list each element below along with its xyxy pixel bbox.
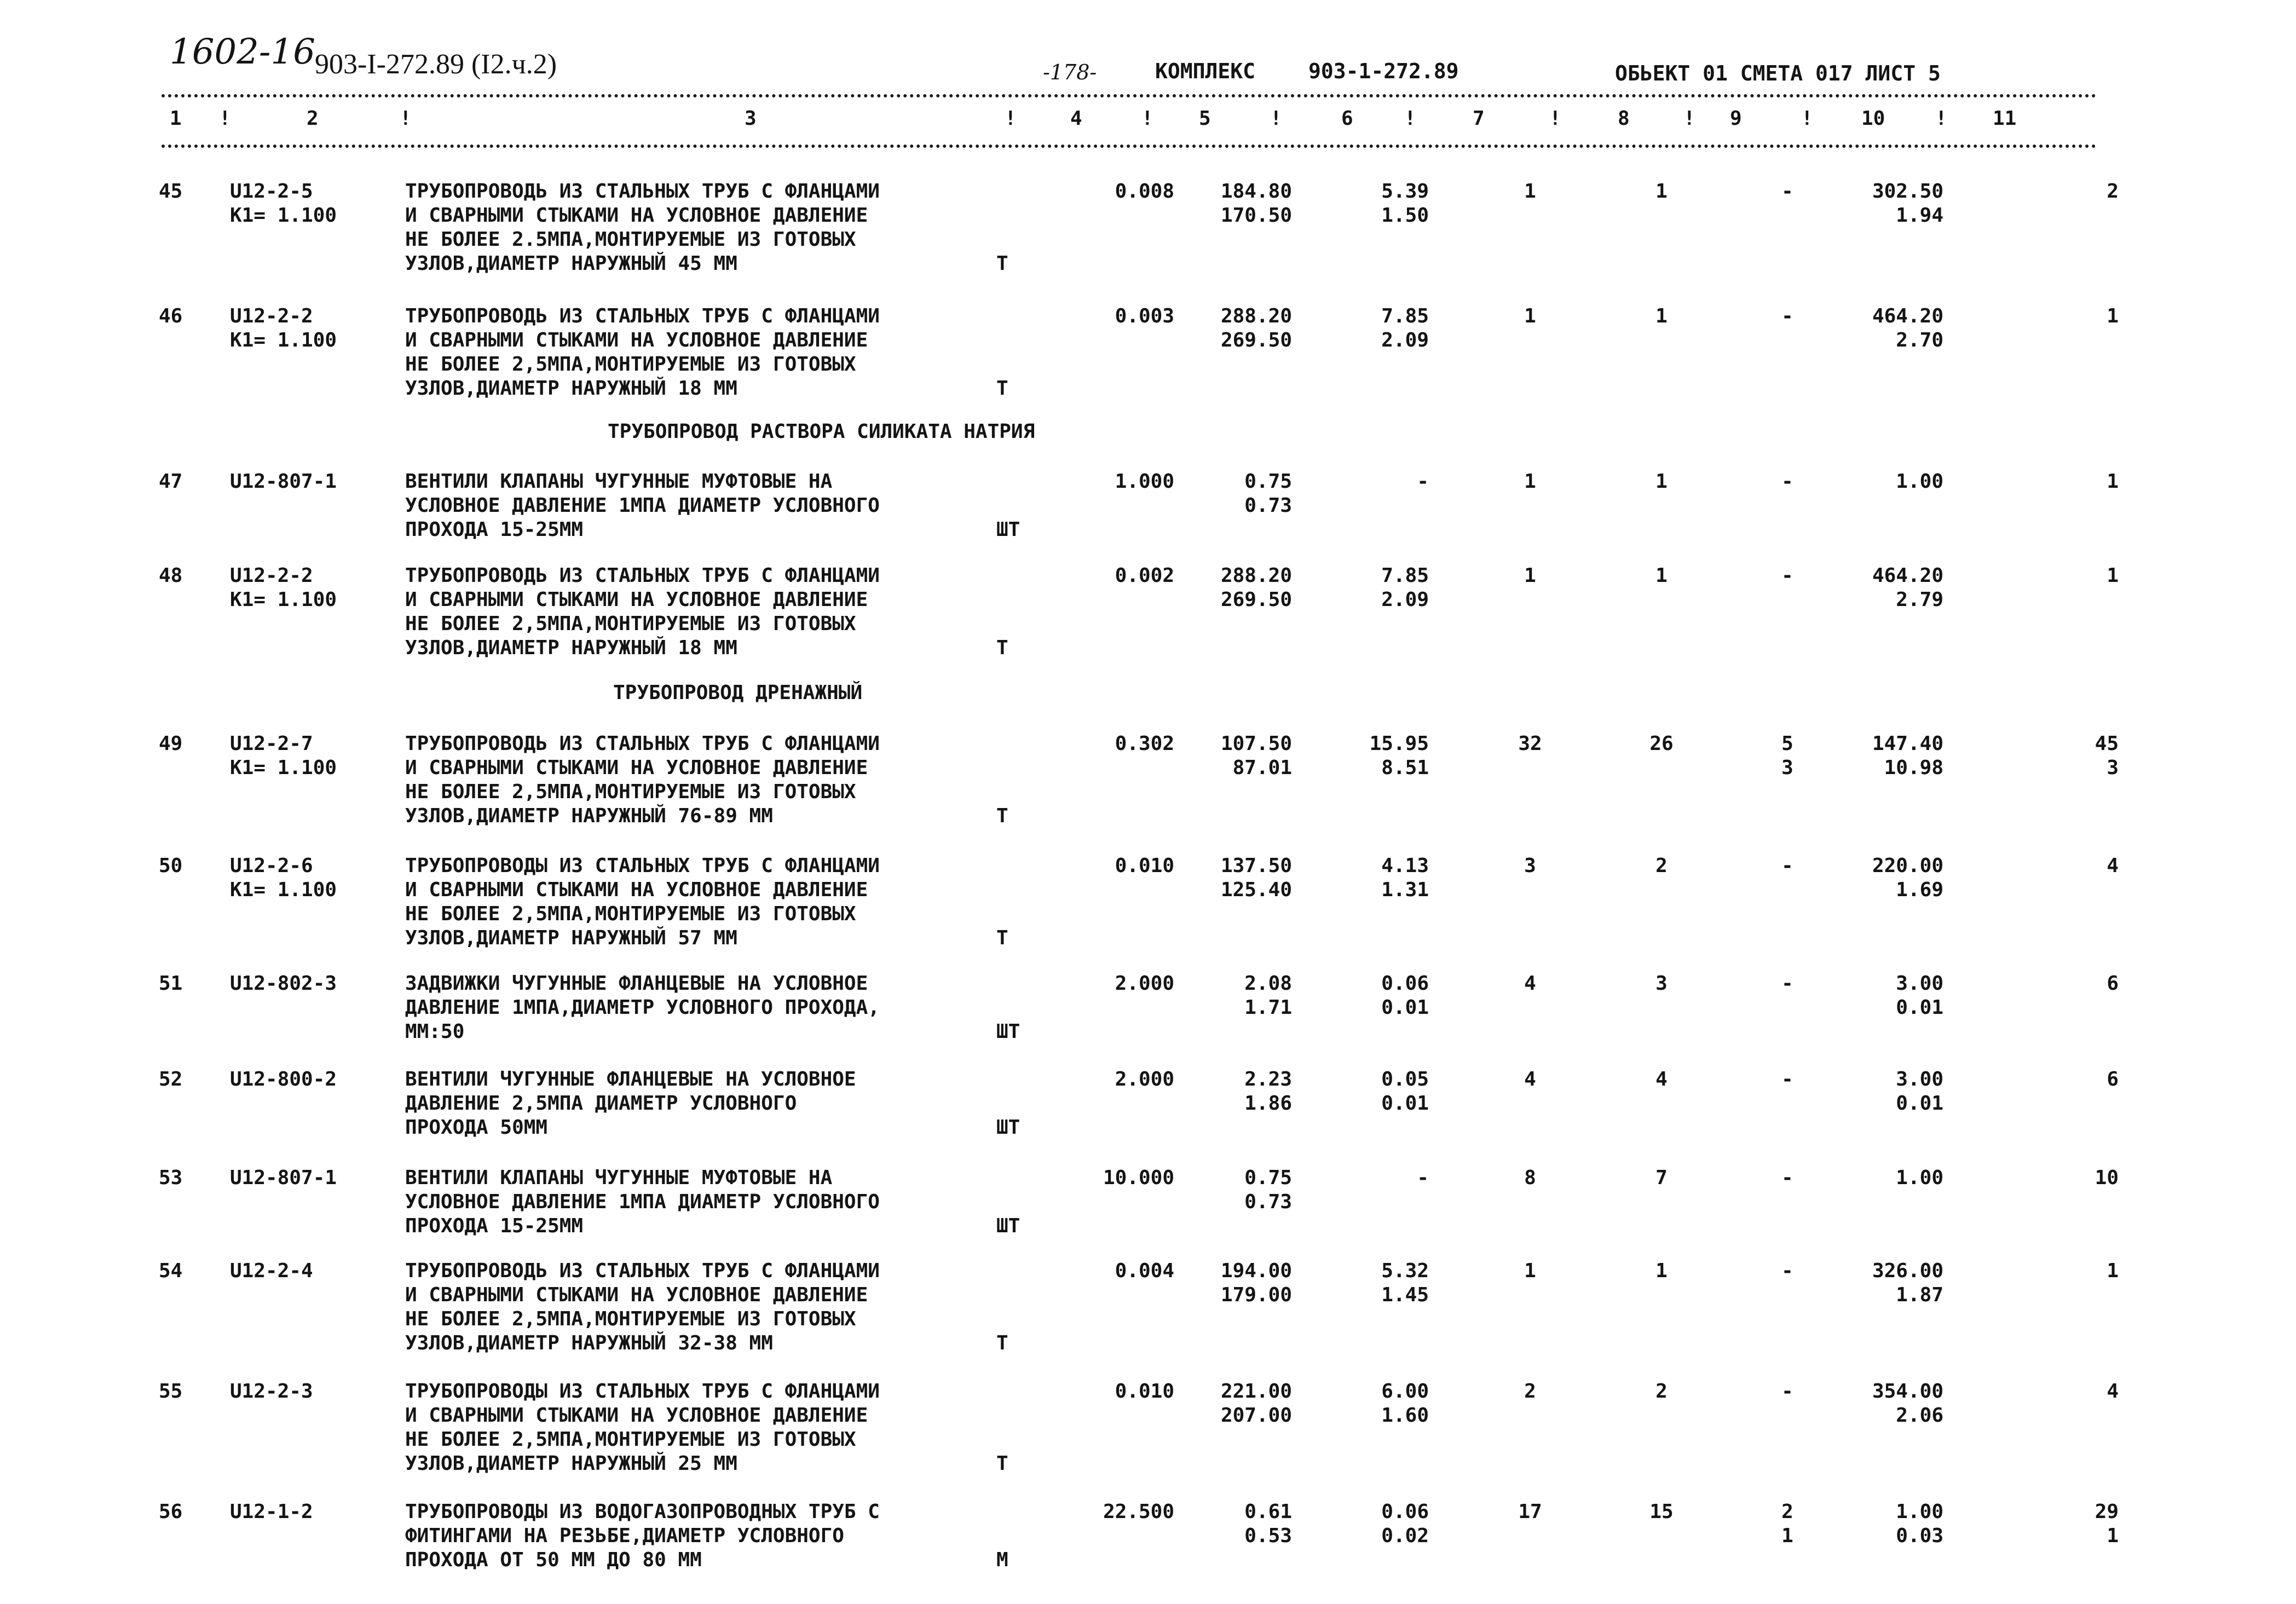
total-cost-sub: 2.70 bbox=[1896, 329, 1943, 351]
description-line: НЕ БОЛЕЕ 2,5МПА,МОНТИРУЕМЫЕ ИЗ ГОТОВЫХ bbox=[405, 613, 856, 635]
unit-cost-wages: 269.50 bbox=[1220, 329, 1292, 351]
col-5: 5 bbox=[1199, 107, 1211, 130]
col-6: 6 bbox=[1341, 107, 1353, 130]
total-col-11: 6 bbox=[2107, 972, 2119, 995]
unit-cost-machines: 0.06 bbox=[1381, 1501, 1429, 1523]
description-line: НЕ БОЛЕЕ 2,5МПА,МОНТИРУЕМЫЕ ИЗ ГОТОВЫХ bbox=[405, 781, 856, 803]
norm-code: U12-802-3 bbox=[230, 972, 337, 995]
quantity: 0.008 bbox=[1115, 180, 1174, 203]
labor-col-9: 1 bbox=[1655, 305, 1668, 327]
quantity: 1.000 bbox=[1115, 470, 1174, 493]
norm-code: U12-2-3 bbox=[230, 1380, 313, 1403]
unit-cost-wages: 170.50 bbox=[1220, 204, 1292, 227]
unit-cost-machine-wages: 2.09 bbox=[1381, 329, 1429, 351]
quantity: 0.003 bbox=[1115, 305, 1174, 327]
unit-cost-total: 184.80 bbox=[1220, 180, 1292, 203]
unit-cost-wages: 0.73 bbox=[1244, 494, 1292, 517]
description-line: ТРУБОПРОВОДЬ ИЗ СТАЛЬНЫХ ТРУБ С ФЛАНЦАМИ bbox=[405, 180, 880, 203]
unit-cost-wages: 87.01 bbox=[1232, 757, 1292, 779]
description-line: ТРУБОПРОВОДЫ ИЗ СТАЛЬНЫХ ТРУБ С ФЛАНЦАМИ bbox=[405, 855, 880, 877]
description-line: НЕ БОЛЕЕ 2.5МПА,МОНТИРУЕМЫЕ ИЗ ГОТОВЫХ bbox=[405, 228, 856, 251]
description-line: ТРУБОПРОВОДЫ ИЗ СТАЛЬНЫХ ТРУБ С ФЛАНЦАМИ bbox=[405, 1380, 880, 1403]
description-line: НЕ БОЛЕЕ 2,5МПА,МОНТИРУЕМЫЕ ИЗ ГОТОВЫХ bbox=[405, 1308, 856, 1330]
unit-cost-total: 288.20 bbox=[1220, 305, 1292, 327]
row-number: 52 bbox=[159, 1068, 183, 1091]
work-description bbox=[405, 1068, 1073, 1140]
row-number: 47 bbox=[159, 470, 183, 493]
unit-cost-wages: 269.50 bbox=[1220, 588, 1292, 611]
description-line: ТРУБОПРОВОДЬ ИЗ СТАЛЬНЫХ ТРУБ С ФЛАНЦАМИ bbox=[405, 564, 880, 587]
total-cost: 464.20 bbox=[1872, 305, 1943, 327]
measure-unit: Т bbox=[996, 252, 1008, 275]
total-cost: 3.00 bbox=[1896, 1068, 1943, 1091]
unit-cost-total: 2.23 bbox=[1244, 1068, 1292, 1091]
unit-cost-machine-wages: 1.60 bbox=[1381, 1404, 1429, 1427]
description-line: УЗЛОВ,ДИАМЕТР НАРУЖНЫЙ 32-38 ММ bbox=[405, 1332, 773, 1354]
quantity: 0.302 bbox=[1115, 732, 1174, 755]
total-cost-sub: 1.87 bbox=[1896, 1284, 1943, 1306]
total-cost-sub: 0.03 bbox=[1896, 1525, 1943, 1547]
labor-col-9: 1 bbox=[1655, 470, 1668, 493]
work-description bbox=[405, 304, 1073, 401]
description-line: ПРОХОДА 15-25ММ bbox=[405, 1215, 584, 1237]
description-line: ФИТИНГАМИ НА РЕЗЬБЕ,ДИАМЕТР УСЛОВНОГО bbox=[405, 1525, 844, 1547]
unit-cost-wages: 1.86 bbox=[1244, 1092, 1292, 1115]
labor-col-8: 4 bbox=[1524, 1068, 1536, 1091]
norm-code: U12-800-2 bbox=[230, 1068, 337, 1091]
unit-cost-total: 0.75 bbox=[1244, 1167, 1292, 1189]
unit-cost-machines: 5.32 bbox=[1381, 1260, 1429, 1282]
unit-cost-machine-wages: 0.02 bbox=[1381, 1525, 1429, 1547]
col-2: 2 bbox=[307, 107, 319, 130]
description-line: УЗЛОВ,ДИАМЕТР НАРУЖНЫЙ 18 ММ bbox=[405, 637, 737, 659]
norm-code: U12-2-4 bbox=[230, 1260, 313, 1282]
document-title: 903-I-272.89 (I2.ч.2) bbox=[315, 49, 557, 80]
description-line: ПРОХОДА ОТ 50 ММ ДО 80 ММ bbox=[405, 1549, 702, 1571]
total-col-11: 1 bbox=[2107, 564, 2119, 587]
total-cost: 147.40 bbox=[1872, 732, 1943, 755]
total-cost: 1.00 bbox=[1896, 1501, 1943, 1523]
col-separator: ! bbox=[1404, 107, 1416, 130]
total-cost-sub: 2.79 bbox=[1896, 588, 1943, 611]
norm-code: U12-1-2 bbox=[230, 1501, 313, 1523]
total-cost: 1.00 bbox=[1896, 1167, 1943, 1189]
description-line: УЗЛОВ,ДИАМЕТР НАРУЖНЫЙ 25 ММ bbox=[405, 1452, 737, 1475]
total-col-11: 2 bbox=[2107, 180, 2119, 203]
description-line: НЕ БОЛЕЕ 2,5МПА,МОНТИРУЕМЫЕ ИЗ ГОТОВЫХ bbox=[405, 1428, 856, 1451]
description-line: ВЕНТИЛИ КЛАПАНЫ ЧУГУННЫЕ МУФТОВЫЕ НА bbox=[405, 1167, 833, 1189]
col-separator: ! bbox=[1683, 107, 1695, 130]
description-line: ВЕНТИЛИ ЧУГУННЫЕ ФЛАНЦЕВЫЕ НА УСЛОВНОЕ bbox=[405, 1068, 856, 1091]
measure-unit: Т bbox=[996, 1332, 1008, 1354]
norm-code: U12-2-6 bbox=[230, 855, 313, 877]
description-line: ТРУБОПРОВОДЬ ИЗ СТАЛЬНЫХ ТРУБ С ФЛАНЦАМИ bbox=[405, 1260, 880, 1282]
labor-col-8: 1 bbox=[1524, 1260, 1536, 1282]
labor-col-10: - bbox=[1781, 972, 1793, 995]
work-description bbox=[405, 1380, 1073, 1476]
unit-cost-machines: 0.06 bbox=[1381, 972, 1429, 995]
col-1: 1 bbox=[170, 107, 182, 130]
measure-unit: Т bbox=[996, 927, 1008, 949]
total-cost: 3.00 bbox=[1896, 972, 1943, 995]
description-line: И СВАРНЫМИ СТЫКАМИ НА УСЛОВНОЕ ДАВЛЕНИЕ bbox=[405, 879, 868, 901]
row-number: 56 bbox=[159, 1501, 183, 1523]
quantity: 0.004 bbox=[1115, 1260, 1174, 1282]
labor-col-9: 7 bbox=[1655, 1167, 1668, 1189]
total-col-11: 6 bbox=[2107, 1068, 2119, 1091]
unit-cost-machine-wages: 2.09 bbox=[1381, 588, 1429, 611]
description-line: НЕ БОЛЕЕ 2,5МПА,МОНТИРУЕМЫЕ ИЗ ГОТОВЫХ bbox=[405, 903, 856, 925]
total-cost: 302.50 bbox=[1872, 180, 1943, 203]
labor-col-10: - bbox=[1781, 470, 1793, 493]
description-line: ПРОХОДА 15-25ММ bbox=[405, 518, 584, 541]
work-description bbox=[405, 180, 1073, 276]
labor-col-8: 1 bbox=[1524, 564, 1536, 587]
unit-cost-machines: 6.00 bbox=[1381, 1380, 1429, 1403]
description-line: УЗЛОВ,ДИАМЕТР НАРУЖНЫЙ 76-89 ММ bbox=[405, 805, 773, 827]
col-separator: ! bbox=[219, 107, 231, 130]
col-separator: ! bbox=[1270, 107, 1282, 130]
unit-cost-machine-wages: 8.51 bbox=[1381, 757, 1429, 779]
row-number: 46 bbox=[159, 305, 183, 327]
description-line: ТРУБОПРОВОДЬ ИЗ СТАЛЬНЫХ ТРУБ С ФЛАНЦАМИ bbox=[405, 732, 880, 755]
labor-col-9: 15 bbox=[1649, 1501, 1674, 1523]
labor-col-9: 1 bbox=[1655, 1260, 1668, 1282]
unit-cost-total: 0.75 bbox=[1244, 470, 1292, 493]
quantity: 0.010 bbox=[1115, 855, 1174, 877]
total-col-11: 1 bbox=[2107, 305, 2119, 327]
col-separator: ! bbox=[1141, 107, 1153, 130]
description-line: УСЛОВНОЕ ДАВЛЕНИЕ 1МПА ДИАМЕТР УСЛОВНОГО bbox=[405, 494, 880, 517]
unit-cost-total: 194.00 bbox=[1220, 1260, 1292, 1282]
description-line: УСЛОВНОЕ ДАВЛЕНИЕ 1МПА ДИАМЕТР УСЛОВНОГО bbox=[405, 1191, 880, 1213]
row-number: 50 bbox=[159, 855, 183, 877]
total-col-11: 29 bbox=[2095, 1501, 2119, 1523]
unit-cost-machine-wages: 0.01 bbox=[1381, 1092, 1429, 1115]
coefficient: K1= 1.100 bbox=[230, 329, 337, 351]
object-info: ОБЬЕКТ 01 СМЕТА 017 ЛИСТ 5 bbox=[1615, 61, 1941, 85]
labor-col-9: 3 bbox=[1655, 972, 1668, 995]
description-line: ТРУБОПРОВОДЬ ИЗ СТАЛЬНЫХ ТРУБ С ФЛАНЦАМИ bbox=[405, 305, 880, 327]
unit-cost-machine-wages: 1.50 bbox=[1381, 204, 1429, 227]
labor-col-8: 4 bbox=[1524, 972, 1536, 995]
work-description bbox=[405, 564, 1073, 660]
labor-col-10: - bbox=[1781, 564, 1793, 587]
section-title-silicate: ТРУБОПРОВОД РАСТВОРА СИЛИКАТА НАТРИЯ bbox=[608, 420, 1035, 443]
description-line: И СВАРНЫМИ СТЫКАМИ НА УСЛОВНОЕ ДАВЛЕНИЕ bbox=[405, 329, 868, 351]
unit-cost-machines: 7.85 bbox=[1381, 305, 1429, 327]
col-7: 7 bbox=[1473, 107, 1485, 130]
labor-col-10: - bbox=[1781, 855, 1793, 877]
measure-unit: ШТ bbox=[996, 1116, 1020, 1139]
work-description bbox=[405, 470, 1073, 542]
complex-label: КОМПЛЕКС bbox=[1155, 59, 1256, 83]
total-col-11: 1 bbox=[2107, 470, 2119, 493]
col-3: 3 bbox=[745, 107, 757, 130]
labor-col-10: 2 bbox=[1781, 1501, 1793, 1523]
total-cost-sub: 0.01 bbox=[1896, 996, 1943, 1019]
col-8: 8 bbox=[1618, 107, 1630, 130]
quantity: 10.000 bbox=[1103, 1167, 1174, 1189]
labor-col-8: 32 bbox=[1518, 732, 1542, 755]
description-line: ВЕНТИЛИ КЛАПАНЫ ЧУГУННЫЕ МУФТОВЫЕ НА bbox=[405, 470, 833, 493]
description-line: ПРОХОДА 50ММ bbox=[405, 1116, 548, 1139]
unit-cost-machine-wages: 0.01 bbox=[1381, 996, 1429, 1019]
unit-cost-wages: 0.53 bbox=[1244, 1525, 1292, 1547]
col-9: 9 bbox=[1730, 107, 1742, 130]
coefficient: K1= 1.100 bbox=[230, 588, 337, 611]
labor-col-9: 2 bbox=[1655, 855, 1668, 877]
quantity: 2.000 bbox=[1115, 972, 1174, 995]
quantity: 0.002 bbox=[1115, 564, 1174, 587]
description-line: И СВАРНЫМИ СТЫКАМИ НА УСЛОВНОЕ ДАВЛЕНИЕ bbox=[405, 204, 868, 227]
norm-code: U12-807-1 bbox=[230, 1167, 337, 1189]
quantity: 22.500 bbox=[1103, 1501, 1174, 1523]
labor-col-10: 5 bbox=[1781, 732, 1793, 755]
labor-col-9: 26 bbox=[1649, 732, 1674, 755]
work-description bbox=[405, 972, 1073, 1044]
section-title-drain: ТРУБОПРОВОД ДРЕНАЖНЫЙ bbox=[613, 682, 863, 704]
labor-col-8: 2 bbox=[1524, 1380, 1536, 1403]
top-rule bbox=[161, 94, 2097, 97]
complex-code: 903-1-272.89 bbox=[1308, 59, 1459, 83]
labor-col-10: - bbox=[1781, 305, 1793, 327]
description-line: И СВАРНЫМИ СТЫКАМИ НА УСЛОВНОЕ ДАВЛЕНИЕ bbox=[405, 757, 868, 779]
unit-cost-machine-wages: 1.31 bbox=[1381, 879, 1429, 901]
unit-cost-wages: 125.40 bbox=[1220, 879, 1292, 901]
measure-unit: ШТ bbox=[996, 518, 1020, 541]
row-number: 48 bbox=[159, 564, 183, 587]
row-number: 54 bbox=[159, 1260, 183, 1282]
total-col-11: 10 bbox=[2095, 1167, 2119, 1189]
description-line: И СВАРНЫМИ СТЫКАМИ НА УСЛОВНОЕ ДАВЛЕНИЕ bbox=[405, 588, 868, 611]
measure-unit: ШТ bbox=[996, 1020, 1020, 1043]
labor-col-10-sub: 3 bbox=[1781, 757, 1793, 779]
row-number: 53 bbox=[159, 1167, 183, 1189]
unit-cost-machines: - bbox=[1417, 1167, 1429, 1189]
quantity: 0.010 bbox=[1115, 1380, 1174, 1403]
unit-cost-wages: 0.73 bbox=[1244, 1191, 1292, 1213]
labor-col-8: 1 bbox=[1524, 305, 1536, 327]
labor-col-9: 2 bbox=[1655, 1380, 1668, 1403]
handwritten-sheet-number: 1602-16 bbox=[170, 32, 315, 72]
total-cost-sub: 10.98 bbox=[1884, 757, 1943, 779]
total-cost-sub: 0.01 bbox=[1896, 1092, 1943, 1115]
norm-code: U12-807-1 bbox=[230, 470, 337, 493]
row-number: 51 bbox=[159, 972, 183, 995]
description-line: УЗЛОВ,ДИАМЕТР НАРУЖНЫЙ 45 ММ bbox=[405, 252, 737, 275]
total-col-11: 1 bbox=[2107, 1260, 2119, 1282]
header-rule bbox=[161, 145, 2097, 148]
unit-cost-total: 0.61 bbox=[1244, 1501, 1292, 1523]
col-10: 10 bbox=[1861, 107, 1885, 130]
total-col-11-sub: 3 bbox=[2107, 757, 2119, 779]
labor-col-9: 1 bbox=[1655, 180, 1668, 203]
work-description bbox=[405, 1500, 1073, 1572]
row-number: 45 bbox=[159, 180, 183, 203]
total-cost: 1.00 bbox=[1896, 470, 1943, 493]
row-number: 49 bbox=[159, 732, 183, 755]
unit-cost-total: 137.50 bbox=[1220, 855, 1292, 877]
unit-cost-total: 221.00 bbox=[1220, 1380, 1292, 1403]
unit-cost-total: 2.08 bbox=[1244, 972, 1292, 995]
measure-unit: Т bbox=[996, 805, 1008, 827]
work-description bbox=[405, 1166, 1073, 1238]
work-description bbox=[405, 1259, 1073, 1355]
description-line: ДАВЛЕНИЕ 2,5МПА ДИАМЕТР УСЛОВНОГО bbox=[405, 1092, 797, 1115]
col-separator: ! bbox=[1801, 107, 1813, 130]
total-cost-sub: 1.69 bbox=[1896, 879, 1943, 901]
measure-unit: Т bbox=[996, 637, 1008, 659]
norm-code: U12-2-7 bbox=[230, 732, 313, 755]
unit-cost-total: 288.20 bbox=[1220, 564, 1292, 587]
labor-col-9: 1 bbox=[1655, 564, 1668, 587]
col-4: 4 bbox=[1070, 107, 1082, 130]
coefficient: K1= 1.100 bbox=[230, 879, 337, 901]
col-separator: ! bbox=[1005, 107, 1017, 130]
total-cost: 464.20 bbox=[1872, 564, 1943, 587]
coefficient: K1= 1.100 bbox=[230, 757, 337, 779]
description-line: НЕ БОЛЕЕ 2,5МПА,МОНТИРУЕМЫЕ ИЗ ГОТОВЫХ bbox=[405, 353, 856, 376]
col-separator: ! bbox=[1935, 107, 1947, 130]
labor-col-8: 17 bbox=[1518, 1501, 1542, 1523]
unit-cost-wages: 179.00 bbox=[1220, 1284, 1292, 1306]
unit-cost-wages: 207.00 bbox=[1220, 1404, 1292, 1427]
col-11: 11 bbox=[1993, 107, 2017, 130]
unit-cost-machine-wages: 1.45 bbox=[1381, 1284, 1429, 1306]
labor-col-10: - bbox=[1781, 1068, 1793, 1091]
measure-unit: М bbox=[996, 1549, 1008, 1571]
description-line: ЗАДВИЖКИ ЧУГУННЫЕ ФЛАНЦЕВЫЕ НА УСЛОВНОЕ bbox=[405, 972, 868, 995]
quantity: 2.000 bbox=[1115, 1068, 1174, 1091]
labor-col-8: 3 bbox=[1524, 855, 1536, 877]
labor-col-10-sub: 1 bbox=[1781, 1525, 1793, 1547]
labor-col-10: - bbox=[1781, 180, 1793, 203]
labor-col-9: 4 bbox=[1655, 1068, 1668, 1091]
labor-col-10: - bbox=[1781, 1380, 1793, 1403]
total-cost-sub: 1.94 bbox=[1896, 204, 1943, 227]
measure-unit: ШТ bbox=[996, 1215, 1020, 1237]
norm-code: U12-2-5 bbox=[230, 180, 313, 203]
labor-col-8: 1 bbox=[1524, 180, 1536, 203]
total-cost: 220.00 bbox=[1872, 855, 1943, 877]
description-line: ММ:50 bbox=[405, 1020, 465, 1043]
description-line: И СВАРНЫМИ СТЫКАМИ НА УСЛОВНОЕ ДАВЛЕНИЕ bbox=[405, 1404, 868, 1427]
labor-col-8: 8 bbox=[1524, 1167, 1536, 1189]
page-mark: -178- bbox=[1043, 60, 1097, 84]
unit-cost-machines: 5.39 bbox=[1381, 180, 1429, 203]
total-cost: 354.00 bbox=[1872, 1380, 1943, 1403]
measure-unit: Т bbox=[996, 1452, 1008, 1475]
total-cost: 326.00 bbox=[1872, 1260, 1943, 1282]
total-col-11: 4 bbox=[2107, 855, 2119, 877]
col-separator: ! bbox=[1549, 107, 1561, 130]
description-line: ТРУБОПРОВОДЫ ИЗ ВОДОГАЗОПРОВОДНЫХ ТРУБ С bbox=[405, 1501, 880, 1523]
description-line: УЗЛОВ,ДИАМЕТР НАРУЖНЫЙ 57 ММ bbox=[405, 927, 737, 949]
labor-col-10: - bbox=[1781, 1167, 1793, 1189]
labor-col-8: 1 bbox=[1524, 470, 1536, 493]
unit-cost-machines: 15.95 bbox=[1369, 732, 1429, 755]
unit-cost-total: 107.50 bbox=[1220, 732, 1292, 755]
description-line: УЗЛОВ,ДИАМЕТР НАРУЖНЫЙ 18 ММ bbox=[405, 377, 737, 400]
labor-col-10: - bbox=[1781, 1260, 1793, 1282]
total-col-11: 4 bbox=[2107, 1380, 2119, 1403]
row-number: 55 bbox=[159, 1380, 183, 1403]
unit-cost-machines: - bbox=[1417, 470, 1429, 493]
total-cost-sub: 2.06 bbox=[1896, 1404, 1943, 1427]
unit-cost-machines: 0.05 bbox=[1381, 1068, 1429, 1091]
measure-unit: Т bbox=[996, 377, 1008, 400]
total-col-11: 45 bbox=[2095, 732, 2119, 755]
total-col-11-sub: 1 bbox=[2107, 1525, 2119, 1547]
work-description bbox=[405, 732, 1073, 828]
description-line: ДАВЛЕНИЕ 1МПА,ДИАМЕТР УСЛОВНОГО ПРОХОДА, bbox=[405, 996, 880, 1019]
col-separator: ! bbox=[400, 107, 412, 130]
coefficient: K1= 1.100 bbox=[230, 204, 337, 227]
unit-cost-machines: 4.13 bbox=[1381, 855, 1429, 877]
work-description bbox=[405, 854, 1073, 950]
unit-cost-wages: 1.71 bbox=[1244, 996, 1292, 1019]
norm-code: U12-2-2 bbox=[230, 305, 313, 327]
unit-cost-machines: 7.85 bbox=[1381, 564, 1429, 587]
description-line: И СВАРНЫМИ СТЫКАМИ НА УСЛОВНОЕ ДАВЛЕНИЕ bbox=[405, 1284, 868, 1306]
norm-code: U12-2-2 bbox=[230, 564, 313, 587]
